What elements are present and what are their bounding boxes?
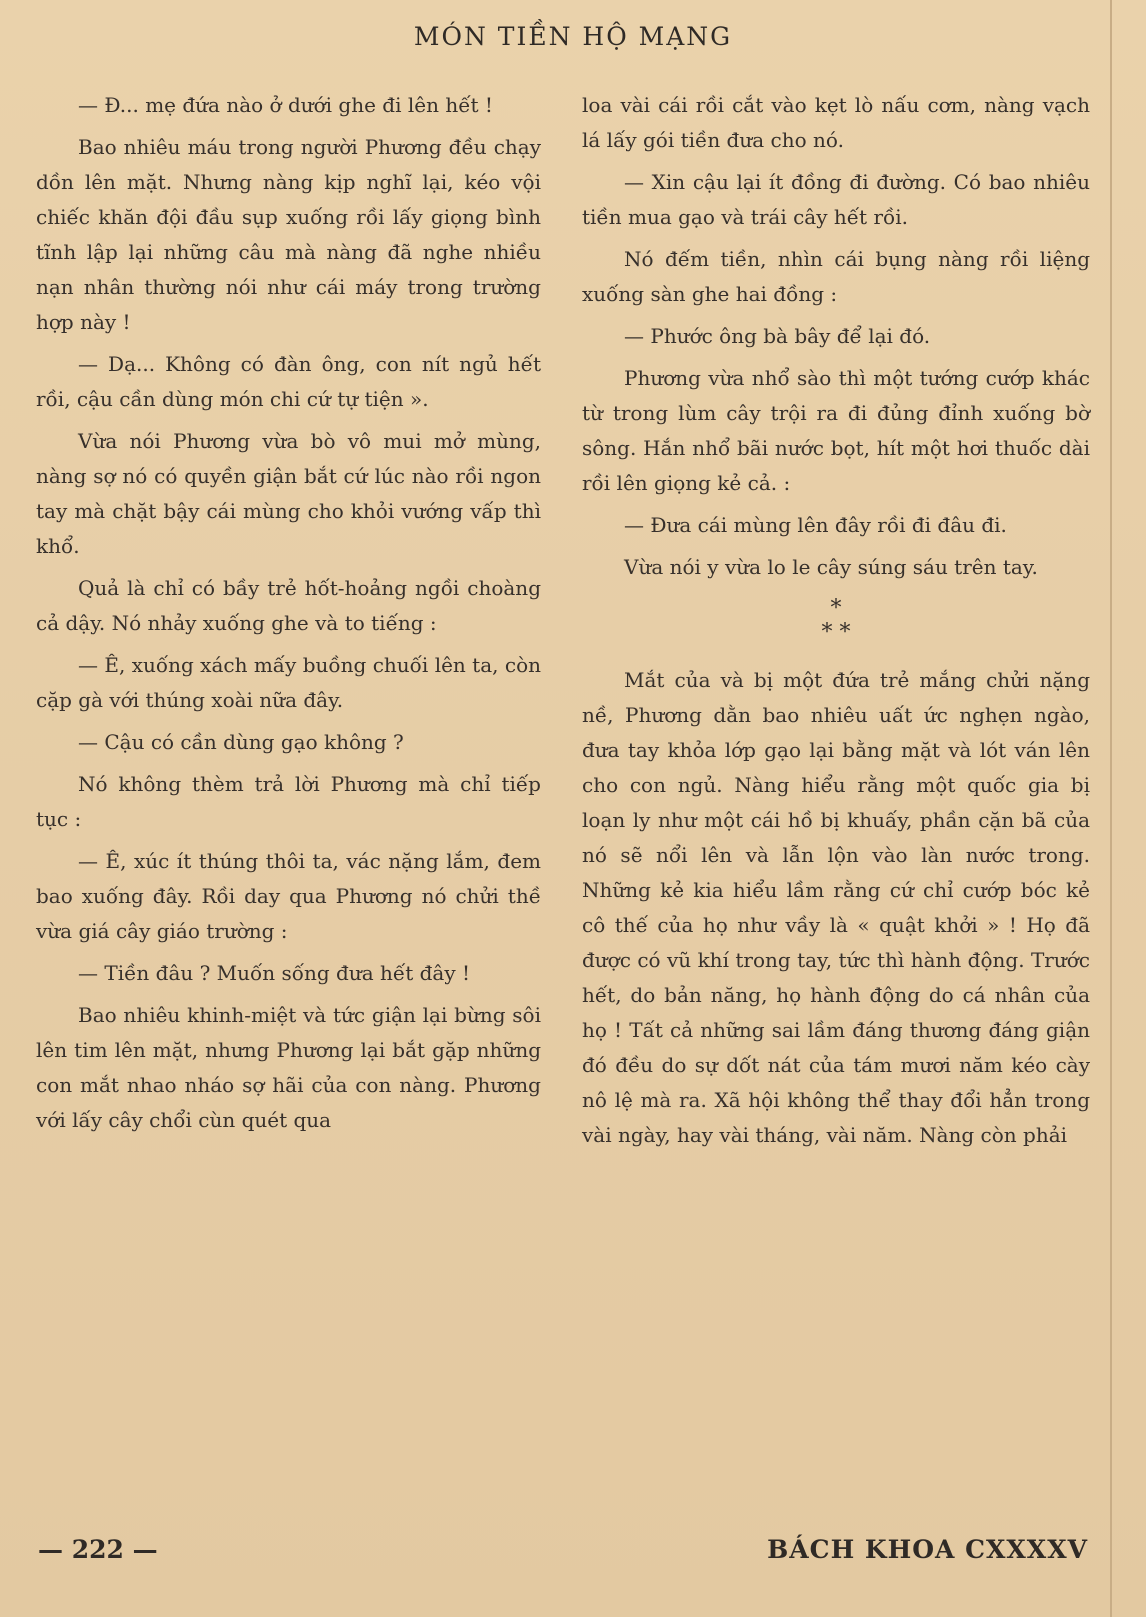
section-break-bottom: * * [821, 620, 851, 645]
running-title: MÓN TIỀN HỘ MẠNG [413, 22, 733, 51]
paragraph: Vừa nói Phương vừa bò vô mui mở mùng, nàng sợ nó có quyền giận bắt cứ lúc nào rồi ngon tay mà chặt bậy cái mùng cho khỏi vướng vấp thì khổ. [36, 429, 541, 558]
paragraph: — Tiền đâu ? Muốn sống đưa hết đây ! [78, 961, 471, 985]
paragraph: — Ê, xuống xách mấy buồng chuối lên ta, còn cặp gà với thúng xoài nữa đây. [36, 653, 541, 712]
paragraph: Vừa nói y vừa lo le cây súng sáu trên tay. [624, 555, 1038, 579]
page-edge-divider [1110, 0, 1112, 1617]
paragraph: Nó đếm tiền, nhìn cái bụng nàng rồi liệng xuống sàn ghe hai đồng : [582, 247, 1090, 306]
paragraph: Bao nhiêu khinh-miệt và tức giận lại bừng sôi lên tim lên mặt, nhưng Phương lại bắt gặp những con mắt nhao nháo sợ hãi của con nàng. Phương với lấy cây chổi cùn quét qua [36, 1003, 541, 1132]
section-break-top: * [830, 596, 842, 621]
paragraph: Nó không thèm trả lời Phương mà chỉ tiếp tục : [36, 772, 541, 831]
magazine-issue: BÁCH KHOA CXXXXV [767, 1535, 1088, 1564]
section-break [582, 597, 1090, 645]
paragraph: loa vài cái rồi cắt vào kẹt lò nấu cơm, nàng vạch lá lấy gói tiền đưa cho nó. [582, 93, 1090, 152]
right-column [582, 88, 1090, 1160]
left-column [36, 88, 541, 1145]
paragraph: — Đ... mẹ đứa nào ở dưới ghe đi lên hết ! [78, 93, 493, 117]
paragraph: — Cậu có cần dùng gạo không ? [78, 730, 404, 754]
paragraph: Phương vừa nhổ sào thì một tướng cướp khác từ trong lùm cây trội ra đi đủng đỉnh xuống bờ sông. Hắn nhổ bãi nước bọt, hít một hơi thuốc dài rồi lên giọng kẻ cả. : [582, 366, 1090, 495]
paragraph: — Đưa cái mùng lên đây rồi đi đâu đi. [624, 513, 1007, 537]
page-number: — 222 — [38, 1535, 158, 1564]
paragraph: Bao nhiêu máu trong người Phương đều chạy dồn lên mặt. Nhưng nàng kịp nghĩ lại, kéo vội chiếc khăn đội đầu sụp xuống rồi lấy giọng bình tĩnh lập lại những câu mà nàng đã nghe nhiều nạn nhân thường nói như cái máy trong trường hợp này ! [36, 135, 541, 334]
paragraph: Mắt của và bị một đứa trẻ mắng chửi nặng nề, Phương dằn bao nhiêu uất ức nghẹn ngào, đưa tay khỏa lớp gạo lại bằng mặt và lót ván lên cho con ngủ. Nàng hiểu rằng một quốc gia bị loạn ly như một cái hồ bị khuấy, phần cặn bã của nó sẽ nổi lên và lẫn lộn vào làn nước trong. Những kẻ kia hiểu lầm rằng cứ chỉ cướp bóc kẻ cô thế của họ như vầy là « quật khởi » ! Họ đã được có vũ khí trong tay, tức thì hành động. Trước hết, do bản năng, họ hành động do cá nhân của họ ! Tất cả những sai lầm đáng thương đáng giận đó đều do sự dốt nát của tám mươi năm kéo cày nô lệ mà ra. Xã hội không thể thay đổi hẳn trong vài ngày, hay vài tháng, vài năm. Nàng còn phải [582, 668, 1090, 1147]
paragraph: — Xin cậu lại ít đồng đi đường. Có bao nhiêu tiền mua gạo và trái cây hết rồi. [582, 170, 1090, 229]
paragraph: — Ê, xúc ít thúng thôi ta, vác nặng lắm, đem bao xuống đây. Rồi day qua Phương nó chửi thề vừa giá cây giáo trường : [36, 849, 541, 943]
paragraph: — Dạ... Không có đàn ông, con nít ngủ hết rồi, cậu cần dùng món chi cứ tự tiện ». [36, 352, 541, 411]
paragraph: Quả là chỉ có bầy trẻ hốt-hoảng ngồi choàng cả dậy. Nó nhảy xuống ghe và to tiếng : [36, 576, 541, 635]
paragraph: — Phước ông bà bây để lại đó. [624, 324, 931, 348]
